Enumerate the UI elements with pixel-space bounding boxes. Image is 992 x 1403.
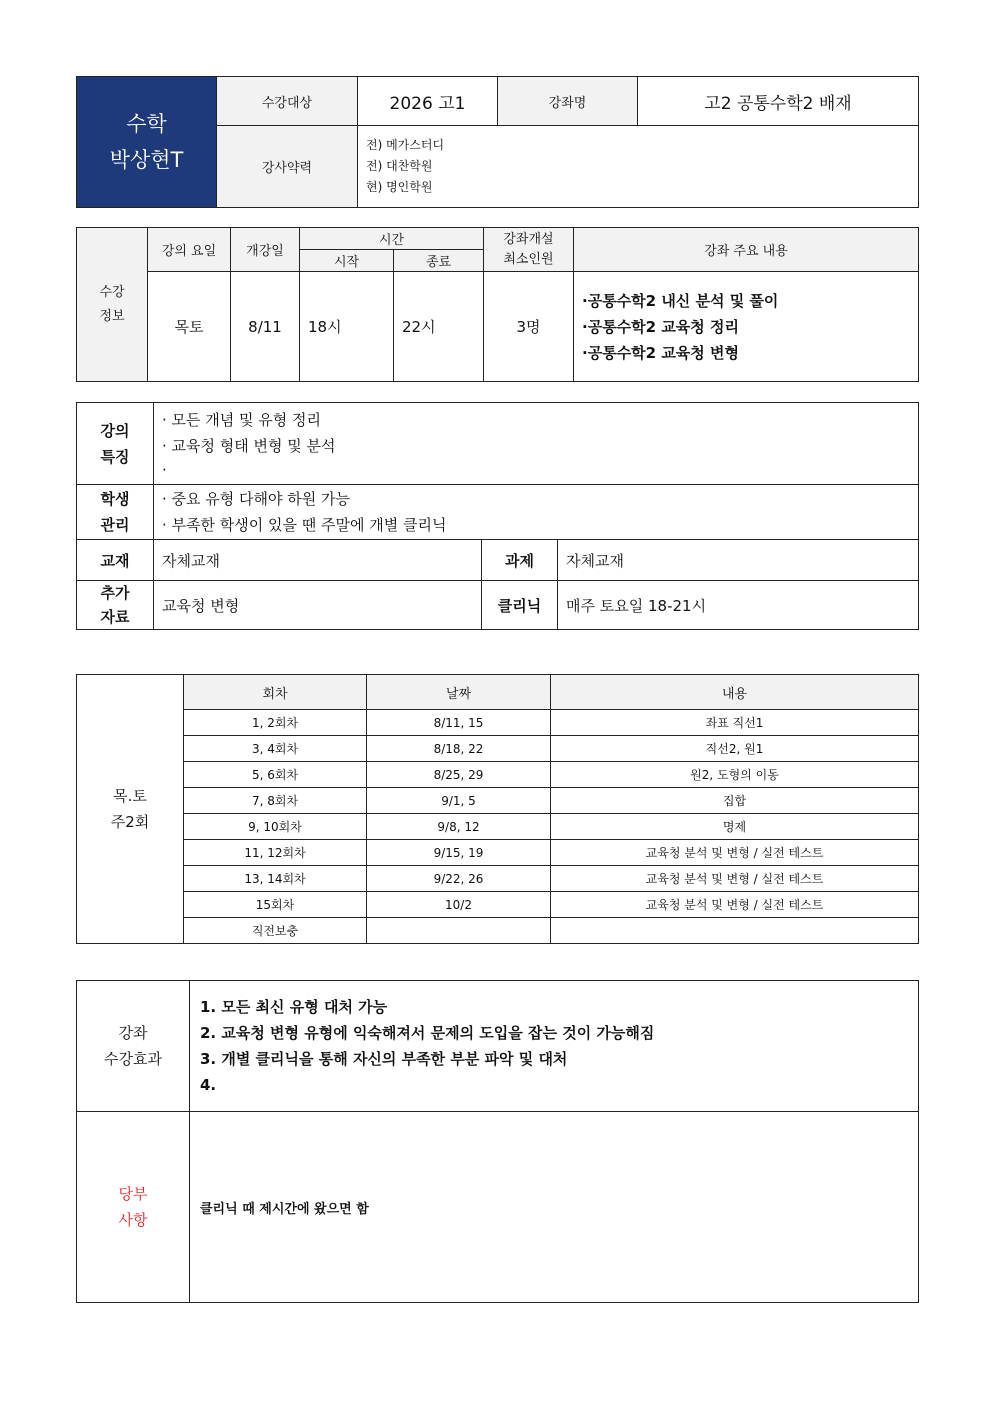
session-cell: 3, 4회차 bbox=[184, 736, 367, 762]
clinic-label: 클리닉 bbox=[482, 581, 558, 630]
textbook-label: 교재 bbox=[77, 540, 154, 581]
schedule-side-label: 목.토 주2회 bbox=[77, 675, 184, 944]
table-row bbox=[77, 892, 919, 918]
table-row bbox=[77, 762, 919, 788]
notice-text: 클리닉 때 제시간에 왔으면 함 bbox=[190, 1112, 919, 1303]
table-row bbox=[77, 736, 919, 762]
content-cell: 집합 bbox=[551, 788, 919, 814]
date-cell: 9/1, 5 bbox=[367, 788, 551, 814]
table-row bbox=[77, 814, 919, 840]
table-row bbox=[77, 788, 919, 814]
career-label: 강사약력 bbox=[217, 126, 358, 208]
feature-list bbox=[154, 403, 919, 485]
info-section-label: 수강 정보 bbox=[77, 228, 148, 382]
end-value: 22시 bbox=[394, 272, 484, 382]
homework-label: 과제 bbox=[482, 540, 558, 581]
target-value: 2026 고1 bbox=[358, 77, 498, 126]
header-table bbox=[76, 76, 919, 208]
effect-list bbox=[190, 981, 919, 1112]
teacher-name: 박상현T bbox=[109, 148, 184, 172]
manage-item: · 중요 유형 다해야 하원 가능 bbox=[162, 490, 350, 508]
feature-label: 강의 특징 bbox=[77, 403, 154, 485]
table-row bbox=[77, 866, 919, 892]
session-cell: 7, 8회차 bbox=[184, 788, 367, 814]
notice-label: 당부 사항 bbox=[77, 1112, 190, 1303]
career-item: 전) 대찬학원 bbox=[366, 159, 433, 173]
date-cell: 8/25, 29 bbox=[367, 762, 551, 788]
col-day-label: 강의 요일 bbox=[148, 228, 231, 272]
content-cell: 교육청 분석 및 변형 / 실전 테스트 bbox=[551, 892, 919, 918]
content-list bbox=[574, 272, 919, 382]
content-item: ·공통수학2 내신 분석 및 풀이 bbox=[582, 291, 779, 310]
course-info-table bbox=[76, 227, 919, 382]
col-min-label: 강좌개설 최소인원 bbox=[484, 228, 574, 272]
clinic-value: 매주 토요일 18-21시 bbox=[558, 581, 919, 630]
col-date-label: 날짜 bbox=[367, 675, 551, 710]
manage-label: 학생 관리 bbox=[77, 485, 154, 540]
date-cell: 9/8, 12 bbox=[367, 814, 551, 840]
content-cell: 교육청 분석 및 변형 / 실전 테스트 bbox=[551, 866, 919, 892]
content-cell: 교육청 분석 및 변형 / 실전 테스트 bbox=[551, 840, 919, 866]
effect-item: 3. 개별 클리닉을 통해 자신의 부족한 부분 파악 및 대처 bbox=[200, 1050, 568, 1068]
content-item: ·공통수학2 교육청 정리 bbox=[582, 317, 739, 336]
schedule-table bbox=[76, 674, 919, 944]
feature-item: · 교육청 형태 변형 및 분석 bbox=[162, 436, 336, 455]
content-cell: 좌표 직선1 bbox=[551, 710, 919, 736]
col-content-label: 내용 bbox=[551, 675, 919, 710]
course-label: 강좌명 bbox=[498, 77, 638, 126]
career-item: 전) 메가스터디 bbox=[366, 138, 445, 152]
course-value: 고2 공통수학2 배재 bbox=[638, 77, 919, 126]
target-label: 수강대상 bbox=[217, 77, 358, 126]
textbook-value: 자체교재 bbox=[154, 540, 482, 581]
content-item: ·공통수학2 교육청 변형 bbox=[582, 343, 739, 362]
homework-value: 자체교재 bbox=[558, 540, 919, 581]
date-cell bbox=[367, 918, 551, 944]
session-cell: 5, 6회차 bbox=[184, 762, 367, 788]
session-cell: 15회차 bbox=[184, 892, 367, 918]
col-end-label: 종료 bbox=[394, 250, 484, 272]
date-cell: 8/18, 22 bbox=[367, 736, 551, 762]
content-cell: 명제 bbox=[551, 814, 919, 840]
date-cell: 9/15, 19 bbox=[367, 840, 551, 866]
session-cell: 13, 14회차 bbox=[184, 866, 367, 892]
session-cell: 11, 12회차 bbox=[184, 840, 367, 866]
session-cell: 직전보충 bbox=[184, 918, 367, 944]
session-cell: 1, 2회차 bbox=[184, 710, 367, 736]
feature-item: · 모든 개념 및 유형 정리 bbox=[162, 410, 322, 429]
table-row bbox=[77, 918, 919, 944]
feature-item: · bbox=[162, 460, 167, 479]
session-cell: 9, 10회차 bbox=[184, 814, 367, 840]
table-row bbox=[77, 710, 919, 736]
col-open-label: 개강일 bbox=[231, 228, 300, 272]
col-content-label: 강좌 주요 내용 bbox=[574, 228, 919, 272]
manage-item: · 부족한 학생이 있을 땐 주말에 개별 클리닉 bbox=[162, 516, 447, 534]
extra-label: 추가 자료 bbox=[77, 581, 154, 630]
date-cell: 8/11, 15 bbox=[367, 710, 551, 736]
subject-label: 수학 bbox=[126, 112, 167, 136]
effect-item: 1. 모든 최신 유형 대처 가능 bbox=[200, 998, 388, 1016]
content-cell: 직선2, 원1 bbox=[551, 736, 919, 762]
day-value: 목토 bbox=[148, 272, 231, 382]
effect-label: 강좌 수강효과 bbox=[77, 981, 190, 1112]
career-list bbox=[358, 126, 919, 208]
effects-table bbox=[76, 980, 919, 1303]
col-start-label: 시작 bbox=[300, 250, 394, 272]
col-time-label: 시간 bbox=[300, 228, 484, 250]
effect-item: 2. 교육청 변형 유형에 익숙해져서 문제의 도입을 잡는 것이 가능해짐 bbox=[200, 1024, 655, 1042]
date-cell: 10/2 bbox=[367, 892, 551, 918]
content-cell: 원2, 도형의 이동 bbox=[551, 762, 919, 788]
career-item: 현) 명인학원 bbox=[366, 180, 433, 194]
open-value: 8/11 bbox=[231, 272, 300, 382]
min-value: 3명 bbox=[484, 272, 574, 382]
features-table bbox=[76, 402, 919, 630]
col-session-label: 회차 bbox=[184, 675, 367, 710]
manage-list bbox=[154, 485, 919, 540]
date-cell: 9/22, 26 bbox=[367, 866, 551, 892]
start-value: 18시 bbox=[300, 272, 394, 382]
effect-item: 4. bbox=[200, 1076, 217, 1094]
table-row bbox=[77, 840, 919, 866]
content-cell bbox=[551, 918, 919, 944]
subject-teacher-cell bbox=[77, 77, 217, 208]
extra-value: 교육청 변형 bbox=[154, 581, 482, 630]
